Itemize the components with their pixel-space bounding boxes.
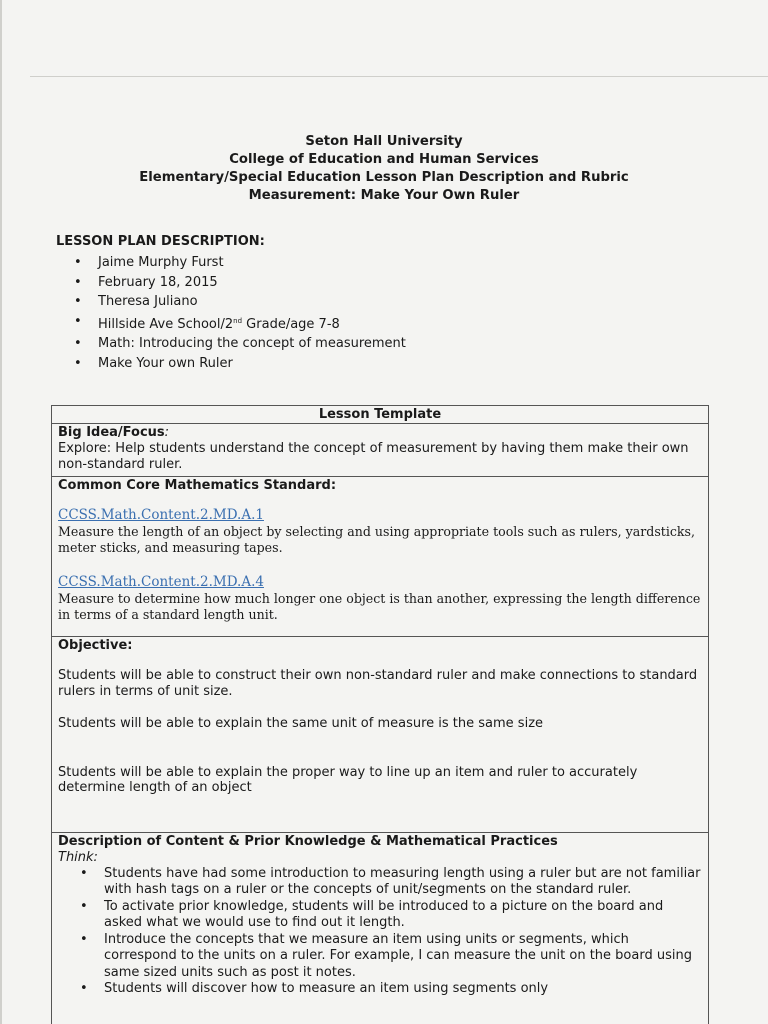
college-name: College of Education and Human Services <box>229 152 539 167</box>
list-item: • Introduce the concepts that we measure an item using units or segments, which correspond to the units on a ruler. For example, I can measure the unit on the board using same sized units such as post it notes. <box>72 932 702 982</box>
document-header <box>0 133 768 205</box>
list-item: • Students will discover how to measure an item using segments only <box>72 981 702 998</box>
ccss-link-md-a4[interactable]: CCSS.Math.Content.2.MD.A.4 <box>58 574 264 590</box>
think-list <box>72 866 702 998</box>
ccss-text-md-a4: Measure to determine how much longer one object is than another, expressing the length difference in terms of a standard length unit. <box>58 591 701 622</box>
ccss-text-md-a1: Measure the length of an object by selecting and using appropriate tools such as rulers, yardsticks, meter sticks, and measuring tapes. <box>58 524 696 555</box>
list-item: • Jaime Murphy Furst <box>72 253 406 273</box>
list-item: • Theresa Juliano <box>72 292 406 312</box>
list-item: • Math: Introducing the concept of measurement <box>72 334 406 354</box>
lesson-template-table <box>51 405 709 1024</box>
lesson-title: Measurement: Make Your Own Ruler <box>248 188 520 203</box>
list-item: • Students have had some introduction to measuring length using a ruler but are not familiar with hash tags on a ruler or the concepts of unit/segments on the standard ruler. <box>72 866 702 899</box>
lesson-plan-description-list <box>72 253 406 373</box>
grade-ordinal: nd <box>233 316 243 325</box>
ccss-cell <box>52 477 708 637</box>
ccss-link-md-a1[interactable]: CCSS.Math.Content.2.MD.A.1 <box>58 507 264 523</box>
lesson-template-title: Lesson Template <box>52 406 708 424</box>
document-subtitle: Elementary/Special Education Lesson Plan Description and Rubric <box>139 170 629 185</box>
think-label: Think: <box>58 850 98 865</box>
ccss-label: Common Core Mathematics Standard: <box>58 478 337 493</box>
big-idea-cell <box>52 424 708 477</box>
objective-3: Students will be able to explain the proper way to line up an item and ruler to accurately determine length of an object <box>58 764 638 795</box>
list-item: • To activate prior knowledge, students will be introduced to a picture on the board and asked what we would use to find out it length. <box>72 899 702 932</box>
school-text: Hillside Ave School/2 <box>98 316 234 332</box>
university-name: Seton Hall University <box>305 134 463 149</box>
objective-cell <box>52 637 708 833</box>
grade-text: Grade/age 7-8 <box>242 316 340 332</box>
description-label: Description of Content & Prior Knowledge & Mathematical Practices <box>58 834 558 849</box>
description-cell <box>52 833 708 1024</box>
big-idea-text: Explore: Help students understand the concept of measurement by having them make their own non-standard ruler. <box>58 441 689 472</box>
objective-label: Objective: <box>58 638 133 653</box>
objective-1: Students will be able to construct their own non-standard ruler and make connections to standard rulers in terms of unit size. <box>58 668 698 699</box>
list-item: • February 18, 2015 <box>72 273 406 293</box>
lesson-plan-description-heading: LESSON PLAN DESCRIPTION: <box>56 234 265 249</box>
big-idea-label: Big Idea/Focus: <box>58 425 170 440</box>
list-item <box>72 312 406 335</box>
top-rule <box>30 76 768 77</box>
objective-2: Students will be able to explain the same unit of measure is the same size <box>58 716 544 731</box>
list-item: • Make Your own Ruler <box>72 354 406 374</box>
